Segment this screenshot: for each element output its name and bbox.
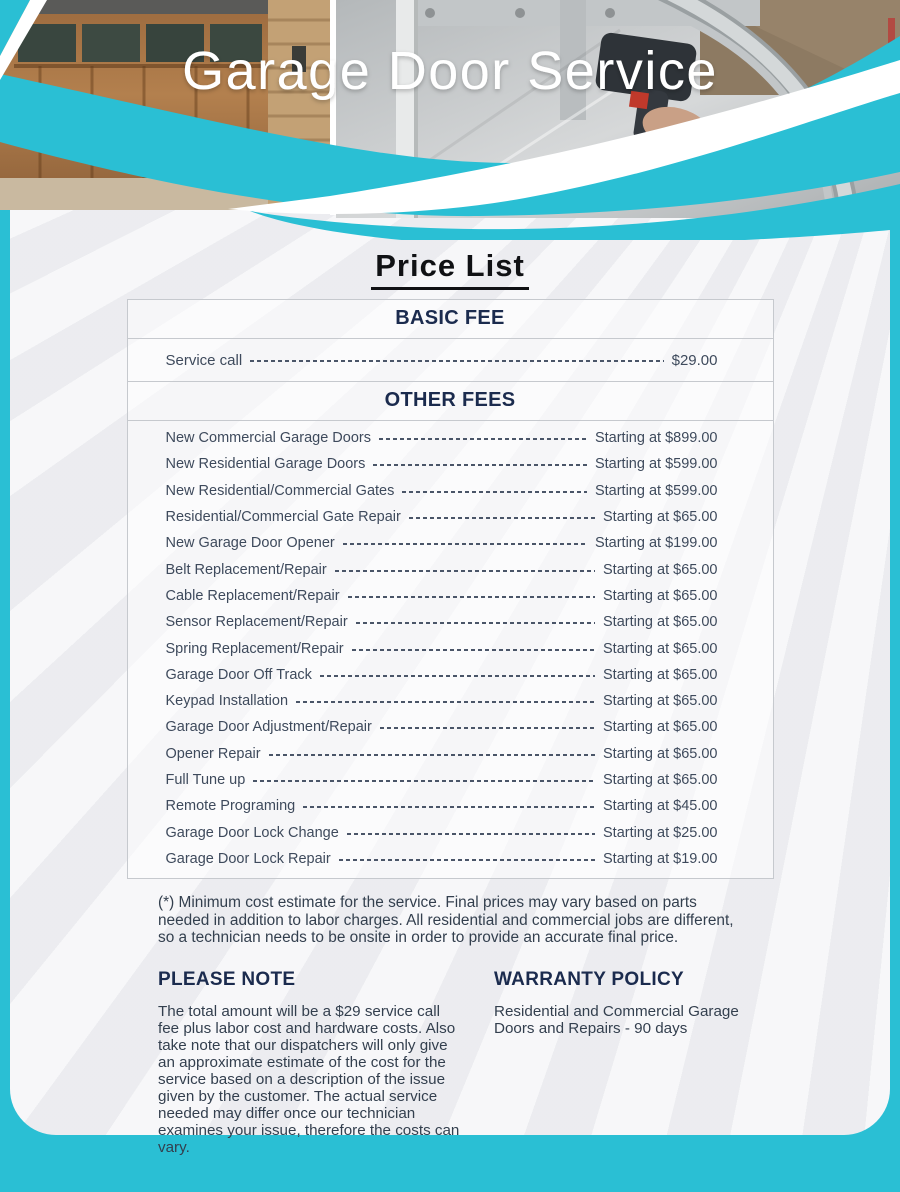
fee-row: [128, 530, 773, 556]
fee-row: [128, 339, 773, 381]
fee-price: Starting at $65.00: [603, 745, 718, 762]
please-note-body: The total amount will be a $29 service call fee plus labor cost and hardware costs. Also take note that our dispatchers will only give an approximate estimate of the cost for the service based on a description of the issue given by the customer. The actual service needed may differ once our technician examines your issue, therefore the costs can vary.: [158, 1003, 460, 1157]
fee-row: [128, 478, 773, 504]
fee-price: Starting at $65.00: [603, 719, 718, 736]
dashed-leader: [343, 543, 587, 545]
fee-section: [128, 381, 773, 878]
dashed-leader: [269, 754, 595, 756]
fee-price: Starting at $65.00: [603, 614, 718, 631]
dashed-leader: [303, 806, 595, 808]
fee-price: Starting at $65.00: [603, 666, 718, 683]
fee-label: Garage Door Lock Repair: [165, 850, 331, 867]
header-art: [0, 0, 900, 240]
dashed-leader: [409, 517, 595, 519]
dashed-leader: [335, 570, 595, 572]
header-banner: [0, 0, 900, 240]
fee-row: [128, 741, 773, 767]
fee-price: Starting at $199.00: [594, 535, 718, 552]
fee-label: Service call: [165, 351, 243, 369]
footnote: (*) Minimum cost estimate for the service. Final prices may vary based on parts needed in addition to labor charges. All residential and commercial jobs are different, so a technician needs to be onsite in order to provide an accurate final price.: [158, 894, 734, 947]
fee-price: Starting at $45.00: [603, 798, 718, 815]
fee-price: Starting at $599.00: [594, 482, 718, 499]
fee-price: Starting at $599.00: [594, 456, 718, 473]
dashed-leader: [347, 833, 595, 835]
dashed-leader: [373, 464, 587, 466]
fee-label: Opener Repair: [165, 745, 261, 762]
fee-price: Starting at $899.00: [594, 430, 718, 447]
fee-price: Starting at $65.00: [603, 693, 718, 710]
fee-label: Garage Door Adjustment/Repair: [165, 719, 372, 736]
dashed-leader: [356, 622, 595, 624]
dashed-leader: [348, 596, 595, 598]
fee-row: [128, 662, 773, 688]
fee-price: Starting at $65.00: [603, 561, 718, 578]
fee-row: [128, 609, 773, 635]
fee-section: [128, 300, 773, 381]
dashed-leader: [380, 727, 595, 729]
fee-row: [128, 425, 773, 451]
fee-price: Starting at $25.00: [603, 824, 718, 841]
fee-label: Belt Replacement/Repair: [165, 561, 327, 578]
fee-label: Sensor Replacement/Repair: [165, 614, 348, 631]
warranty-policy-heading: WARRANTY POLICY: [494, 969, 684, 991]
fee-row: [128, 819, 773, 845]
fee-row: [128, 504, 773, 530]
fee-section-heading: OTHER FEES: [128, 381, 773, 421]
fee-price: Starting at $65.00: [603, 587, 718, 604]
fee-section-heading: BASIC FEE: [128, 300, 773, 339]
fee-row: [128, 635, 773, 661]
fee-label: Garage Door Lock Change: [165, 824, 339, 841]
fee-row: [128, 767, 773, 793]
fee-label: New Garage Door Opener: [165, 535, 335, 552]
fee-label: Remote Programing: [165, 798, 296, 815]
fee-items: [128, 421, 773, 878]
fee-items: [128, 339, 773, 381]
fee-row: [128, 688, 773, 714]
fee-price: Starting at $65.00: [603, 772, 718, 788]
dashed-leader: [320, 675, 595, 677]
fee-row: [128, 451, 773, 477]
fee-label: Cable Replacement/Repair: [165, 587, 340, 604]
fee-price: Starting at $65.00: [603, 640, 718, 657]
banner-title: Garage Door Service: [182, 41, 718, 101]
fee-row: [128, 583, 773, 609]
fee-row: [128, 556, 773, 582]
dashed-leader: [379, 438, 587, 440]
fee-price: Starting at $65.00: [603, 509, 718, 526]
fee-label: Residential/Commercial Gate Repair: [165, 509, 401, 526]
fee-label: New Residential/Commercial Gates: [165, 482, 395, 499]
warranty-policy-section: [494, 969, 742, 1156]
price-list-title-wrap: [10, 248, 890, 290]
price-list-title: Price List: [371, 248, 529, 290]
info-columns: [158, 969, 742, 1156]
fee-row: [128, 714, 773, 740]
fee-label: New Residential Garage Doors: [165, 456, 366, 473]
warranty-policy-body: Residential and Commercial Garage Doors and Repairs - 90 days: [494, 1003, 739, 1038]
fee-label: Full Tune up: [165, 772, 246, 788]
fee-label: Spring Replacement/Repair: [165, 640, 344, 657]
fee-row: [128, 846, 773, 872]
dashed-leader: [402, 491, 587, 493]
fee-table: [127, 299, 774, 879]
please-note-heading: PLEASE NOTE: [158, 969, 296, 991]
dashed-leader: [296, 701, 595, 703]
dashed-leader: [339, 859, 595, 861]
please-note-section: [158, 969, 464, 1156]
dashed-leader: [250, 360, 663, 362]
dashed-leader: [352, 649, 595, 651]
content-area: [10, 240, 890, 1156]
fee-label: New Commercial Garage Doors: [165, 430, 371, 447]
dashed-leader: [253, 780, 595, 782]
fee-label: Keypad Installation: [165, 693, 289, 710]
fee-price: $29.00: [671, 351, 718, 369]
fee-label: Garage Door Off Track: [165, 666, 312, 683]
fee-price: Starting at $19.00: [603, 850, 718, 867]
fee-row: [128, 793, 773, 819]
